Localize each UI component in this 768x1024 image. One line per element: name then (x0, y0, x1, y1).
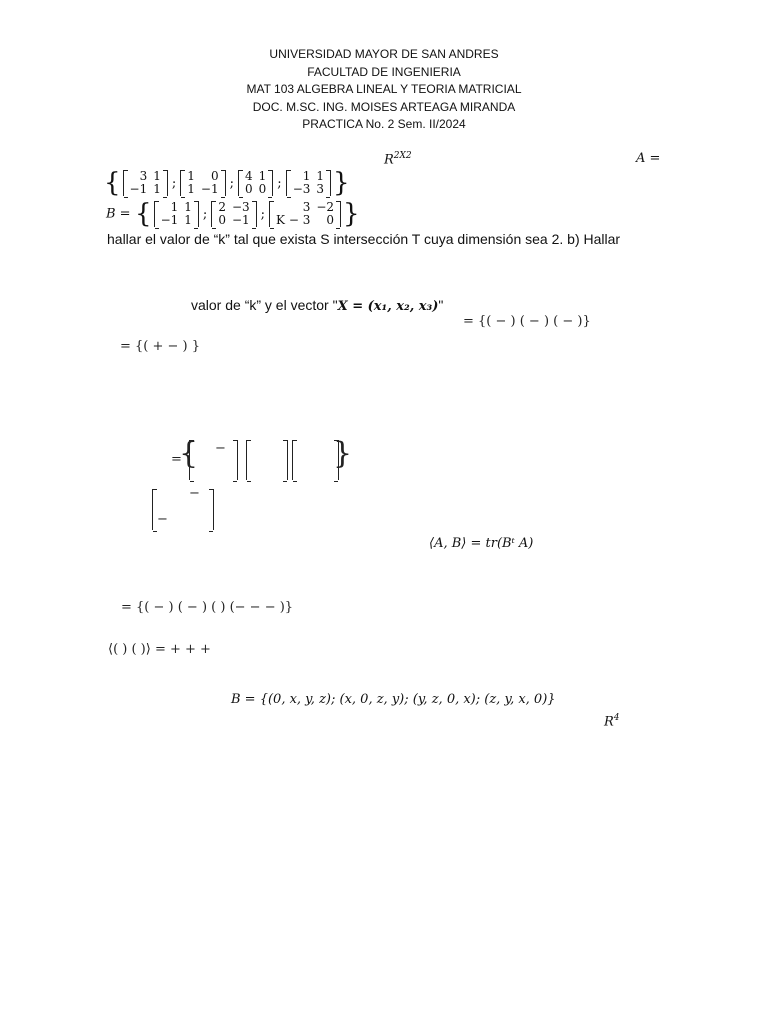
set-a-matrix-4 (286, 170, 331, 196)
space-base: R (384, 152, 394, 168)
set-b-matrix-1 (154, 201, 199, 227)
matrix-entry: 0 (218, 213, 226, 227)
university-name: UNIVERSIDAD MAYOR DE SAN ANDRES (269, 47, 499, 61)
set-b-list (152, 200, 343, 227)
fragment-close-brace: } (333, 436, 353, 471)
matrix-separator: ; (229, 175, 235, 191)
close-brace: } (333, 168, 350, 198)
matrix-entry: 1 (187, 169, 195, 183)
set-a-matrices (104, 168, 350, 198)
matrix-entry: −1 (200, 182, 219, 196)
matrix-entry: 1 (153, 169, 161, 183)
matrix-entry: −2 (316, 200, 335, 214)
space-r2x2 (384, 151, 412, 167)
set-a-list (121, 169, 333, 196)
set-b-matrix-3 (269, 201, 341, 227)
fragment-inner-product: ⟨( ) ( )⟩ = + + + (108, 642, 211, 657)
problem-text-2-suffix: " (438, 297, 444, 313)
matrix-separator: ; (260, 206, 266, 222)
problem-text-2 (191, 297, 443, 314)
set-a-matrix-1 (123, 170, 168, 196)
matrix-entry: 1 (170, 200, 179, 214)
set-b-matrices (106, 199, 360, 229)
open-brace: { (104, 168, 121, 198)
open-brace: { (135, 199, 152, 229)
problem-text-1: hallar el valor de “k” tal que exista S intersección T cuya dimensión sea 2. b) Hallar (107, 231, 621, 247)
empty-matrix-1 (189, 440, 238, 480)
space-exponent: 2X2 (393, 151, 412, 161)
empty-matrix-3 (292, 440, 339, 480)
set-a-matrix-3 (238, 170, 273, 196)
space-r4-exponent: 4 (613, 713, 620, 723)
basis-b: B = {(0, x, y, z); (x, 0, z, y); (y, z, 0, x); (z, y, x, 0)} (231, 692, 556, 707)
matrix-entry: 1 (187, 182, 195, 196)
matrix-entry: 1 (302, 169, 311, 183)
space-r4 (604, 713, 620, 729)
matrix-entry: −3 (231, 200, 250, 214)
matrix-separator: ; (202, 206, 208, 222)
matrix-separator: ; (171, 175, 177, 191)
faculty-name: FACULTAD DE INGENIERIA (307, 64, 461, 79)
close-brace: } (343, 199, 360, 229)
empty-matrix-2 (246, 440, 288, 480)
space-r4-base: R (604, 714, 614, 730)
matrix-entry: 0 (245, 182, 253, 196)
matrix-entry: 3 (139, 169, 148, 183)
problem-text-2-prefix: valor de “k” y el vector " (191, 297, 338, 313)
inner-product-definition: ⟨A, B⟩ = tr(Bᵗ A) (429, 536, 534, 551)
fragment-open-brace: { (179, 436, 199, 471)
vector-x: X = (x₁, x₂, x₃) (337, 299, 439, 314)
fragment-set-2: = {( + − ) } (120, 339, 201, 354)
matrix-entry: −3 (292, 182, 311, 196)
matrix-entry: 1 (153, 182, 161, 196)
matrix-entry: 0 (258, 182, 267, 196)
matrix-separator: ; (277, 175, 282, 191)
fragment-minus-bottom: − (157, 512, 168, 527)
matrix-entry: 2 (218, 200, 226, 214)
matrix-entry: 3 (302, 200, 311, 214)
matrix-entry: 0 (210, 169, 219, 183)
teacher-name: DOC. M.SC. ING. MOISES ARTEAGA MIRANDA (252, 99, 516, 114)
matrix-entry: −1 (160, 213, 179, 227)
set-b-matrix-2 (211, 201, 256, 227)
matrix-entry: −1 (231, 213, 250, 227)
course-title: MAT 103 ALGEBRA LINEAL Y TEORIA MATRICIAL (246, 82, 522, 96)
fragment-set-5: = {( − ) ( − ) ( ) (− − − )} (121, 600, 294, 615)
matrix-entry: 1 (184, 200, 192, 214)
document-header (0, 46, 768, 134)
set-a-matrix-2 (180, 170, 225, 196)
matrix-entry: 4 (245, 169, 253, 183)
fragment-eq: = (171, 452, 182, 467)
fragment-set-1: = {( − ) ( − ) ( − )} (463, 314, 591, 329)
a-equals: A = (636, 151, 661, 166)
matrix-entry: −1 (129, 182, 148, 196)
matrix-entry: 3 (316, 182, 325, 196)
practice-title: PRACTICA No. 2 Sem. II/2024 (302, 117, 466, 131)
set-b-label: B = (106, 206, 131, 222)
matrix-entry: K − 3 (276, 213, 311, 227)
matrix-entry: 1 (316, 169, 325, 183)
matrix-entry: 0 (326, 213, 335, 227)
matrix-entry: 1 (184, 213, 192, 227)
fragment-minus-top: − (189, 486, 200, 501)
matrix-entry: 1 (258, 169, 267, 183)
fragment-minus-1: − (215, 441, 226, 456)
